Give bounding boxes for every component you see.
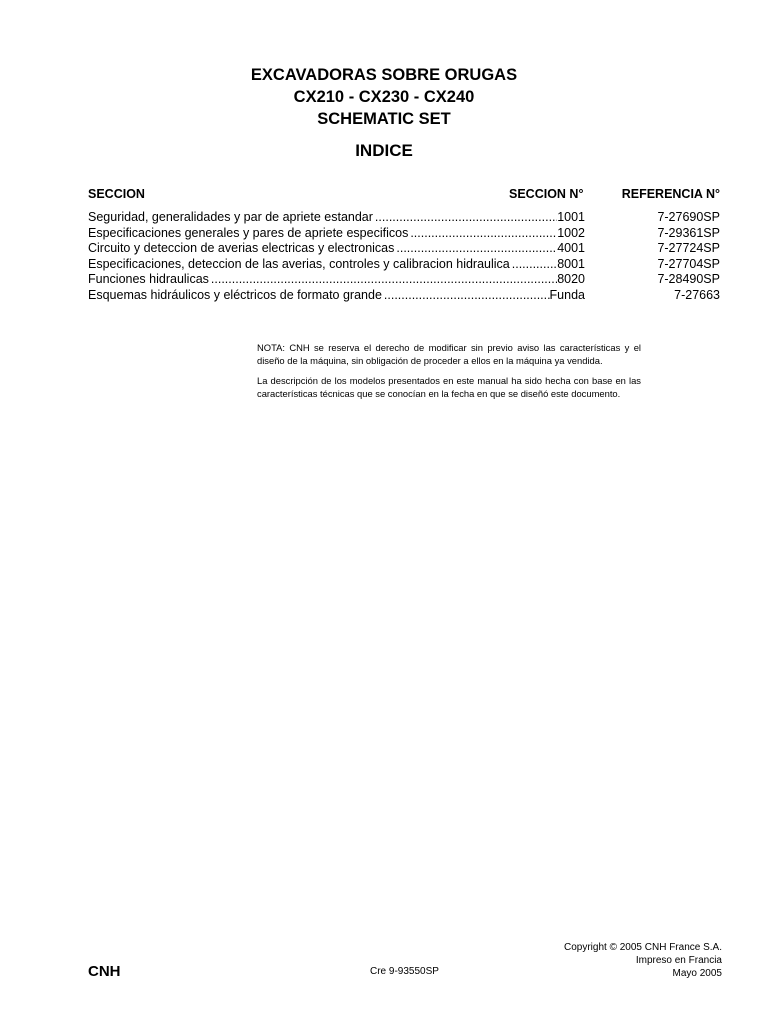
index-entry [88,288,585,304]
dot-leader [375,210,557,226]
column-header-referencia: REFERENCIA N° [621,187,720,201]
index-table [88,210,720,304]
entry-reference: 7-27704SP [657,256,720,271]
index-row [88,257,720,273]
index-entry [88,257,585,273]
entry-title: Especificaciones generales y pares de apriete especificos [88,225,409,240]
entry-title: Esquemas hidráulicos y eléctricos de formato grande [88,287,382,302]
entry-section: 1002 [557,225,585,240]
column-header-seccion: SECCION [88,187,145,201]
index-row [88,226,720,242]
entry-section: 4001 [557,241,585,256]
entry-section: 8020 [557,272,585,287]
index-row [88,210,720,226]
title-line-2: CX210 - CX230 - CX240 [293,88,475,106]
entry-title: Circuito y deteccion de averias electricas y electronicas [88,241,395,256]
dot-leader [211,272,557,288]
index-entry [88,210,585,226]
document-title [0,64,768,130]
document-code: Cre 9-93550SP [370,966,439,977]
entry-reference: 7-28490SP [657,272,720,287]
note-paragraph-2: La descripción de los modelos presentados en este manual ha sido hecha con base en las características técnicas que se conocían en la fecha en que se diseñó este documento. [257,375,641,399]
entry-reference: 7-27663 [674,287,720,302]
column-header-seccion-num: SECCION N° [509,187,584,201]
brand-logo-text: CNH [88,963,121,980]
footer-info [564,941,722,980]
dot-leader [396,241,557,257]
title-line-3: SCHEMATIC SET [317,110,451,128]
entry-title: Seguridad, generalidades y par de apriete estandar [88,210,373,224]
entry-title: Especificaciones, deteccion de las averias, controles y calibracion hidraulica [88,256,510,271]
entry-reference: 7-29361SP [657,225,720,240]
publication-date: Mayo 2005 [672,968,722,979]
printed-in-text: Impreso en Francia [635,955,722,966]
note-paragraph-1: NOTA: CNH se reserva el derecho de modificar sin previo aviso las características y el diseño de la máquina, sin obligación de proceder a ellos en la máquina ya vendida. [257,342,641,366]
title-line-1: EXCAVADORAS SOBRE ORUGAS [250,66,518,84]
entry-section: 1001 [557,210,585,224]
index-row [88,272,720,288]
index-entry [88,272,585,288]
entry-reference: 7-27690SP [657,210,720,224]
index-entry [88,241,585,257]
dot-leader [512,257,557,273]
copyright-text: Copyright © 2005 CNH France S.A. [564,942,722,953]
dot-leader [384,288,550,304]
entry-section: 8001 [557,256,585,271]
entry-reference: 7-27724SP [657,241,720,256]
legal-note [257,341,641,407]
entry-section: Funda [549,287,585,302]
entry-title: Funciones hidraulicas [88,272,209,287]
index-heading: INDICE [355,141,413,160]
index-row [88,241,720,257]
index-entry [88,226,585,242]
dot-leader [410,226,557,242]
index-row [88,288,720,304]
